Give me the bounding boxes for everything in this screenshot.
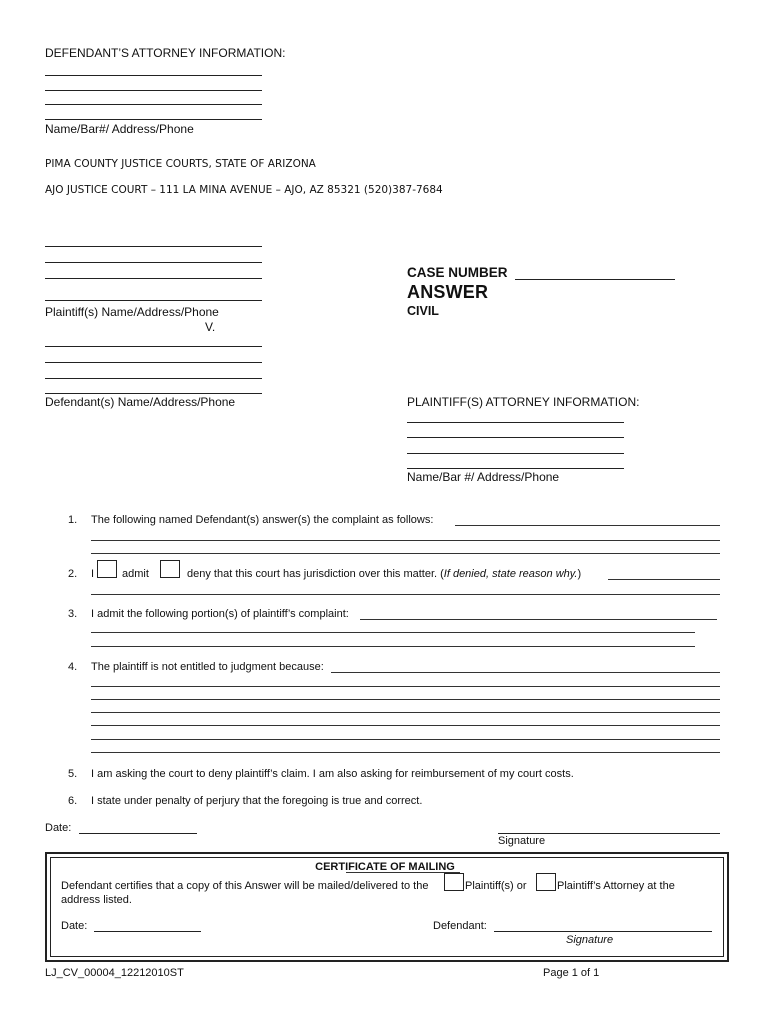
plaintiff-attorney-line-4[interactable]	[407, 468, 624, 469]
item-4-line-3[interactable]	[91, 699, 720, 700]
certificate-title: CERTIFICATE OF MAILING	[315, 861, 455, 873]
item-3-number: 3.	[68, 608, 78, 620]
case-number-field[interactable]	[515, 279, 675, 280]
plaintiff-option-label: Plaintiff(s) or	[465, 880, 527, 892]
deny-checkbox[interactable]	[160, 560, 180, 578]
item-2-italic-note: If denied, state reason why.	[443, 568, 578, 580]
plaintiff-caption: Plaintiff(s) Name/Address/Phone	[45, 305, 219, 319]
defendant-attorney-line-1[interactable]	[45, 75, 262, 76]
defendant-line-2[interactable]	[45, 362, 262, 363]
item-4-number: 4.	[68, 661, 78, 673]
defendant-line-3[interactable]	[45, 378, 262, 379]
defendant-line-4[interactable]	[45, 393, 262, 394]
versus-label: V.	[205, 320, 216, 334]
signature-field[interactable]	[498, 833, 720, 834]
defendant-caption: Defendant(s) Name/Address/Phone	[45, 395, 236, 409]
document-title: ANSWER	[407, 282, 489, 302]
plaintiff-line-3[interactable]	[45, 278, 262, 279]
item-3-line-3[interactable]	[91, 646, 695, 647]
item-3-line-1[interactable]	[360, 619, 717, 620]
plaintiff-attorney-option-label: Plaintiff’s Attorney at the	[557, 880, 675, 892]
defendant-attorney-line-3[interactable]	[45, 104, 262, 105]
admit-checkbox[interactable]	[97, 560, 117, 578]
certificate-date-label: Date:	[61, 920, 88, 932]
plaintiff-line-2[interactable]	[45, 262, 262, 263]
certificate-signature-label: Signature	[566, 934, 614, 946]
item-4-line-5[interactable]	[91, 725, 720, 726]
plaintiff-checkbox[interactable]	[444, 873, 464, 891]
item-1-line-2[interactable]	[91, 540, 720, 541]
case-number-label: CASE NUMBER	[407, 265, 508, 280]
defendant-attorney-caption: Name/Bar#/ Address/Phone	[45, 122, 194, 136]
item-5-number: 5.	[68, 768, 78, 780]
item-1-number: 1.	[68, 514, 78, 526]
page-number: Page 1 of 1	[543, 967, 600, 979]
item-5-text: I am asking the court to deny plaintiff’s claim. I am also asking for reimbursement of my court costs.	[91, 768, 574, 780]
item-4-line-2[interactable]	[91, 686, 720, 687]
item-1-line-3[interactable]	[91, 553, 720, 554]
item-3-text: I admit the following portion(s) of plaintiff’s complaint:	[91, 608, 349, 620]
defendant-attorney-line-4[interactable]	[45, 119, 262, 120]
item-4-line-1[interactable]	[331, 672, 720, 673]
item-2-text-i: I	[91, 568, 95, 580]
plaintiff-line-1[interactable]	[45, 246, 262, 247]
plaintiff-attorney-checkbox[interactable]	[536, 873, 556, 891]
plaintiff-attorney-line-3[interactable]	[407, 453, 624, 454]
signature-label: Signature	[498, 835, 546, 847]
item-2-line-1[interactable]	[608, 579, 720, 580]
plaintiff-attorney-line-2[interactable]	[407, 437, 624, 438]
item-4-text: The plaintiff is not entitled to judgment because:	[91, 661, 324, 673]
plaintiff-attorney-heading: PLAINTIFF(S) ATTORNEY INFORMATION:	[407, 395, 640, 409]
item-3-line-2[interactable]	[91, 632, 695, 633]
item-6-text: I state under penalty of perjury that the foregoing is true and correct.	[91, 795, 423, 807]
case-type: CIVIL	[407, 304, 439, 318]
defendant-attorney-line-2[interactable]	[45, 90, 262, 91]
item-2-deny-text: deny that this court has jurisdiction over this matter. (If denied, state reason why.)	[187, 568, 582, 580]
court-address: AJO JUSTICE COURT – 111 LA MINA AVENUE – AJO, AZ 85321 (520)387-7684	[45, 184, 443, 196]
date-field[interactable]	[79, 833, 197, 834]
certificate-text-a: Defendant certifies that a copy of this Answer will be mailed/delivered to the	[61, 880, 429, 892]
item-4-line-4[interactable]	[91, 712, 720, 713]
defendant-attorney-heading: DEFENDANT’S ATTORNEY INFORMATION:	[45, 46, 286, 60]
plaintiff-attorney-line-1[interactable]	[407, 422, 624, 423]
form-id: LJ_CV_00004_12212010ST	[45, 967, 184, 979]
item-2-line-2[interactable]	[91, 594, 720, 595]
defendant-line-1[interactable]	[45, 346, 262, 347]
plaintiff-line-4[interactable]	[45, 300, 262, 301]
plaintiff-attorney-caption: Name/Bar #/ Address/Phone	[407, 470, 560, 484]
item-4-line-6[interactable]	[91, 739, 720, 740]
certificate-text-b: address listed.	[61, 894, 132, 906]
item-2-number: 2.	[68, 568, 78, 580]
court-name: PIMA COUNTY JUSTICE COURTS, STATE OF ARIZONA	[45, 158, 316, 170]
item-6-number: 6.	[68, 795, 78, 807]
certificate-title-underline	[346, 872, 460, 873]
item-1-text: The following named Defendant(s) answer(s) the complaint as follows:	[91, 514, 434, 526]
certificate-defendant-signature-field[interactable]	[494, 931, 712, 932]
item-1-line-1[interactable]	[455, 525, 720, 526]
item-4-line-7[interactable]	[91, 752, 720, 753]
date-label: Date:	[45, 822, 72, 834]
certificate-date-field[interactable]	[94, 931, 201, 932]
certificate-defendant-label: Defendant:	[433, 920, 487, 932]
item-2-admit-label: admit	[122, 568, 149, 580]
